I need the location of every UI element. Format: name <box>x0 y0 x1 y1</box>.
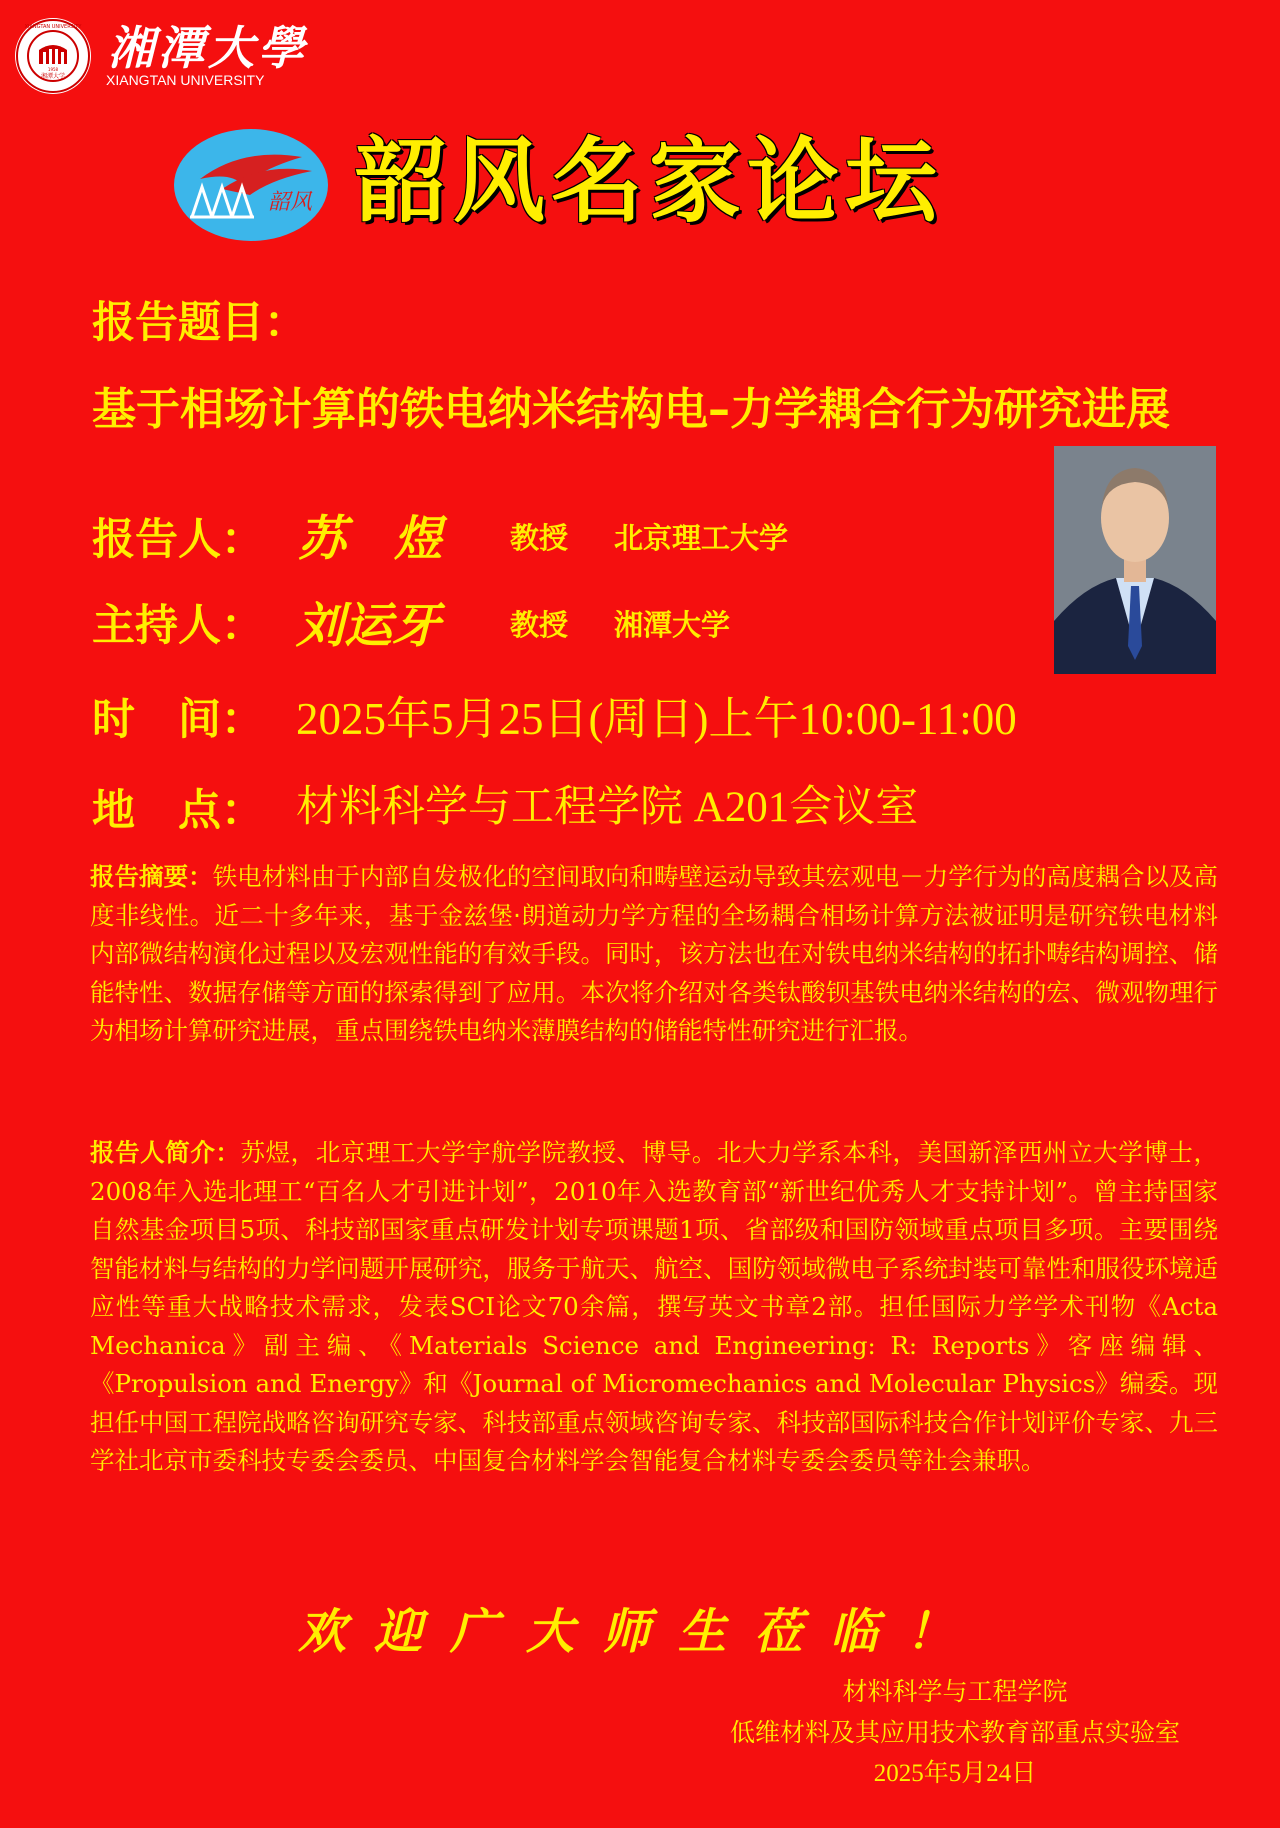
host-affiliation: 湘潭大学 <box>614 608 731 642</box>
speaker-title: 教授 <box>510 521 569 555</box>
forum-title: 韶风名家论坛 <box>355 128 944 235</box>
abstract-text: 铁电材料由于内部自发极化的空间取向和畴壁运动导致其宏观电－力学行为的高度耦合以及高度非线性。近二十多年来，基于金兹堡·朗道动力学方程的全场耦合相场计算方法被证明是研究铁电材料内部微结构演化过程以及宏观性能的有效手段。同时，该方法也在对铁电纳米结构的拓扑畴结构调控、储能特性、数据存储等方面的探索得到了应用。本次将介绍对各类钛酸钡基铁电纳米结构的宏、微观物理行为相场计算研究进展，重点围绕铁电纳米薄膜结构的储能特性研究进行汇报。 <box>90 862 1219 1045</box>
forum-logo-text: 韶风 <box>267 190 313 215</box>
host-title: 教授 <box>510 608 569 642</box>
place-label: 地 点： <box>92 786 264 836</box>
university-seal-icon <box>15 18 91 94</box>
logo-year: 1958 <box>47 67 59 72</box>
topic-label: 报告题目： <box>92 298 307 348</box>
logo-ring-text: XIANGTAN UNIVERSITY <box>24 24 82 30</box>
host-label: 主持人： <box>92 601 264 651</box>
university-name-cn: 湘潭大學 <box>108 21 308 75</box>
speaker-label: 报告人： <box>92 515 264 565</box>
time-label: 时 间： <box>92 695 264 745</box>
speaker-affiliation: 北京理工大学 <box>614 521 789 555</box>
shaofeng-logo-icon <box>172 127 330 244</box>
time-value: 2025年5月25日(周日)上午10:00-11:00 <box>296 694 1017 744</box>
signature-lab: 低维材料及其应用技术教育部重点实验室 <box>729 1718 1180 1747</box>
host-name: 刘运牙 <box>296 598 441 654</box>
university-name-en: XIANGTAN UNIVERSITY <box>106 72 265 88</box>
bio-paragraph <box>90 1134 1218 1481</box>
topic-title: 基于相场计算的铁电纳米结构电–力学耦合行为研究进展 <box>92 384 1170 435</box>
welcome-message: 欢迎广大师生莅临！ <box>297 1604 982 1660</box>
forum-logo <box>172 127 330 244</box>
speaker-photo <box>1054 446 1216 674</box>
abstract-paragraph <box>90 858 1218 1051</box>
speaker-portrait-icon <box>1054 446 1216 674</box>
abstract-label: 报告摘要： <box>90 862 213 891</box>
university-logo <box>15 18 91 94</box>
logo-seal-text: 湘潭大学 <box>40 73 66 80</box>
bio-text: 苏煜，北京理工大学宇航学院教授、博导。北大力学系本科，美国新泽西州立大学博士，2008年入选北理工“百名人才引进计划”，2010年入选教育部“新世纪优秀人才支持计划”。曾主持国家自然基金项目5项、科技部国家重点研发计划专项课题1项、省部级和国防领域重点项目多项。主要围绕智能材料与结构的力学问题开展研究，服务于航天、航空、国防领域微电子系统封装可靠性和服役环境适应性等重大战略技术需求，发表SCI论文70余篇，撰写英文书章2部。担任国际力学学术刊物《Acta Mechanica》副主编、《Materials Science and Engineering: R: Reports》客座编辑、《Propulsion and Energy》和《Journal of Micromechanics and Molecular Physics》编委。现担任中国工程院战略咨询研究专家、科技部重点领域咨询专家、科技部国际科技合作计划评价专家、九三学社北京市委科技专委会委员、中国复合材料学会智能复合材料专委会委员等社会兼职。 <box>90 1138 1219 1475</box>
speaker-name: 苏 煜 <box>298 511 443 567</box>
place-value: 材料科学与工程学院 A201会议室 <box>296 784 919 831</box>
signature-date: 2025年5月24日 <box>873 1760 1037 1787</box>
bio-label: 报告人简介： <box>90 1138 241 1167</box>
signature-college: 材料科学与工程学院 <box>842 1677 1068 1706</box>
